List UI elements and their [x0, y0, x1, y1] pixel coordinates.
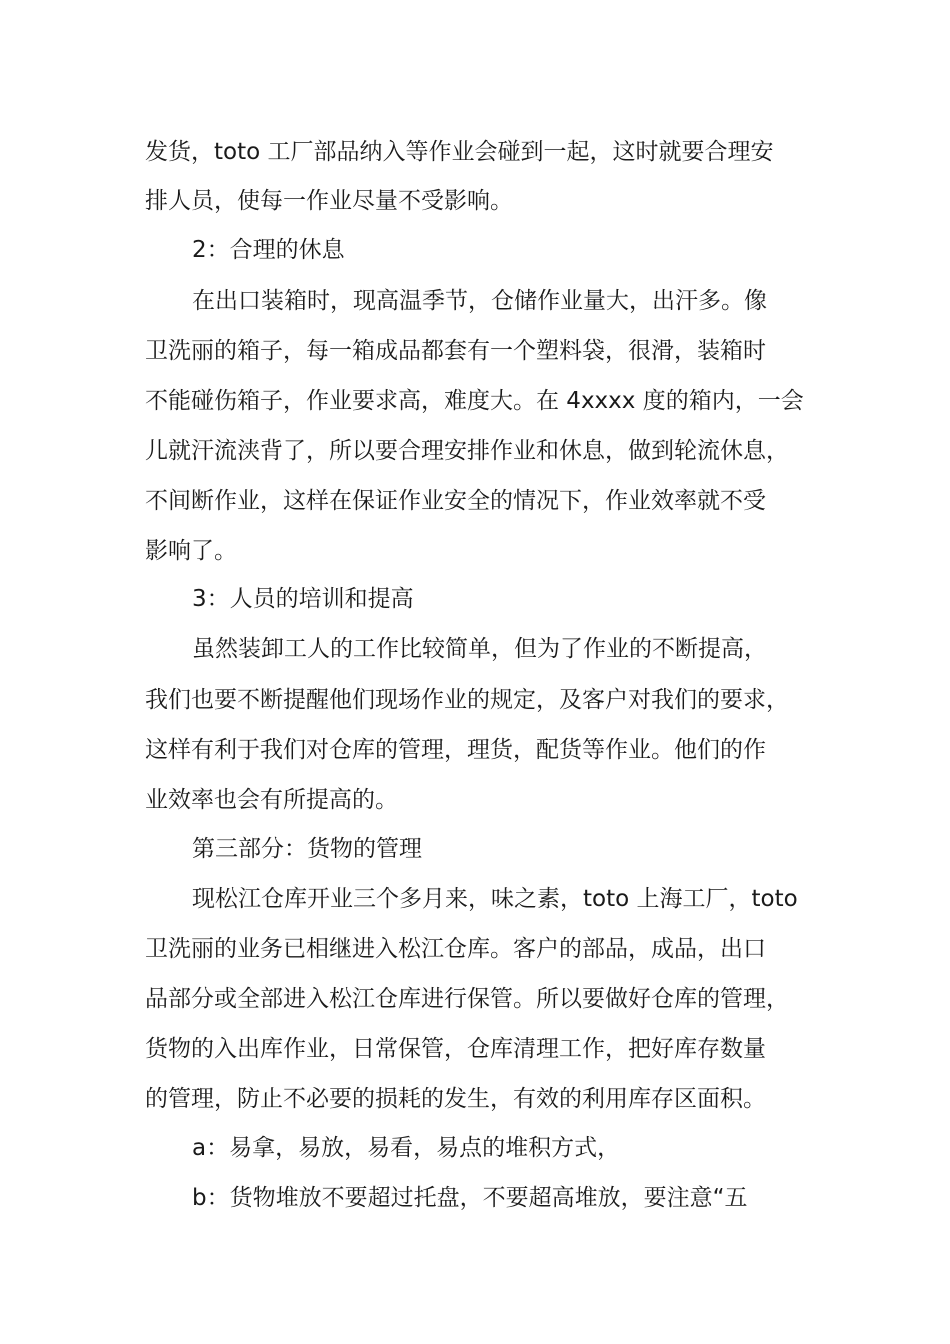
text-line: 发货，toto 工厂部品纳入等作业会碰到一起，这时就要合理安	[145, 139, 774, 165]
list-item: a：易拿，易放，易看，易点的堆积方式，	[192, 1135, 621, 1161]
text-line: 不能碰伤箱子，作业要求高，难度大。在 4xxxx 度的箱内，一会	[145, 388, 804, 414]
text-line: 虽然装卸工人的工作比较简单，但为了作业的不断提高，	[192, 636, 767, 662]
text-line: 在出口装箱时，现高温季节，仓储作业量大，出汗多。像	[192, 288, 767, 314]
text-line: 排人员，使每一作业尽量不受影响。	[145, 188, 513, 214]
list-item: b：货物堆放不要超过托盘，不要超高堆放，要注意“五	[192, 1185, 748, 1211]
text-line: 业效率也会有所提高的。	[145, 787, 398, 813]
text-line: 儿就汗流浃背了，所以要合理安排作业和休息，做到轮流休息，	[145, 438, 789, 464]
text-line: 品部分或全部进入松江仓库进行保管。所以要做好仓库的管理，	[145, 986, 789, 1012]
text-line: 现松江仓库开业三个多月来，味之素，toto 上海工厂，toto	[192, 886, 798, 912]
text-line: 卫洗丽的箱子，每一箱成品都套有一个塑料袋，很滑，装箱时	[145, 338, 766, 364]
text-line: 卫洗丽的业务已相继进入松江仓库。客户的部品，成品，出口	[145, 936, 766, 962]
section-heading: 第三部分：货物的管理	[192, 836, 422, 862]
section-heading: 2：合理的休息	[192, 237, 345, 263]
text-line: 这样有利于我们对仓库的管理，理货，配货等作业。他们的作	[145, 737, 766, 763]
text-line: 我们也要不断提醒他们现场作业的规定，及客户对我们的要求，	[145, 687, 789, 713]
text-line: 货物的入出库作业，日常保管，仓库清理工作，把好库存数量	[145, 1036, 766, 1062]
text-line: 的管理，防止不必要的损耗的发生，有效的利用库存区面积。	[145, 1086, 766, 1112]
text-line: 影响了。	[145, 538, 237, 564]
text-line: 不间断作业，这样在保证作业安全的情况下，作业效率就不受	[145, 488, 766, 514]
section-heading: 3：人员的培训和提高	[192, 586, 414, 612]
